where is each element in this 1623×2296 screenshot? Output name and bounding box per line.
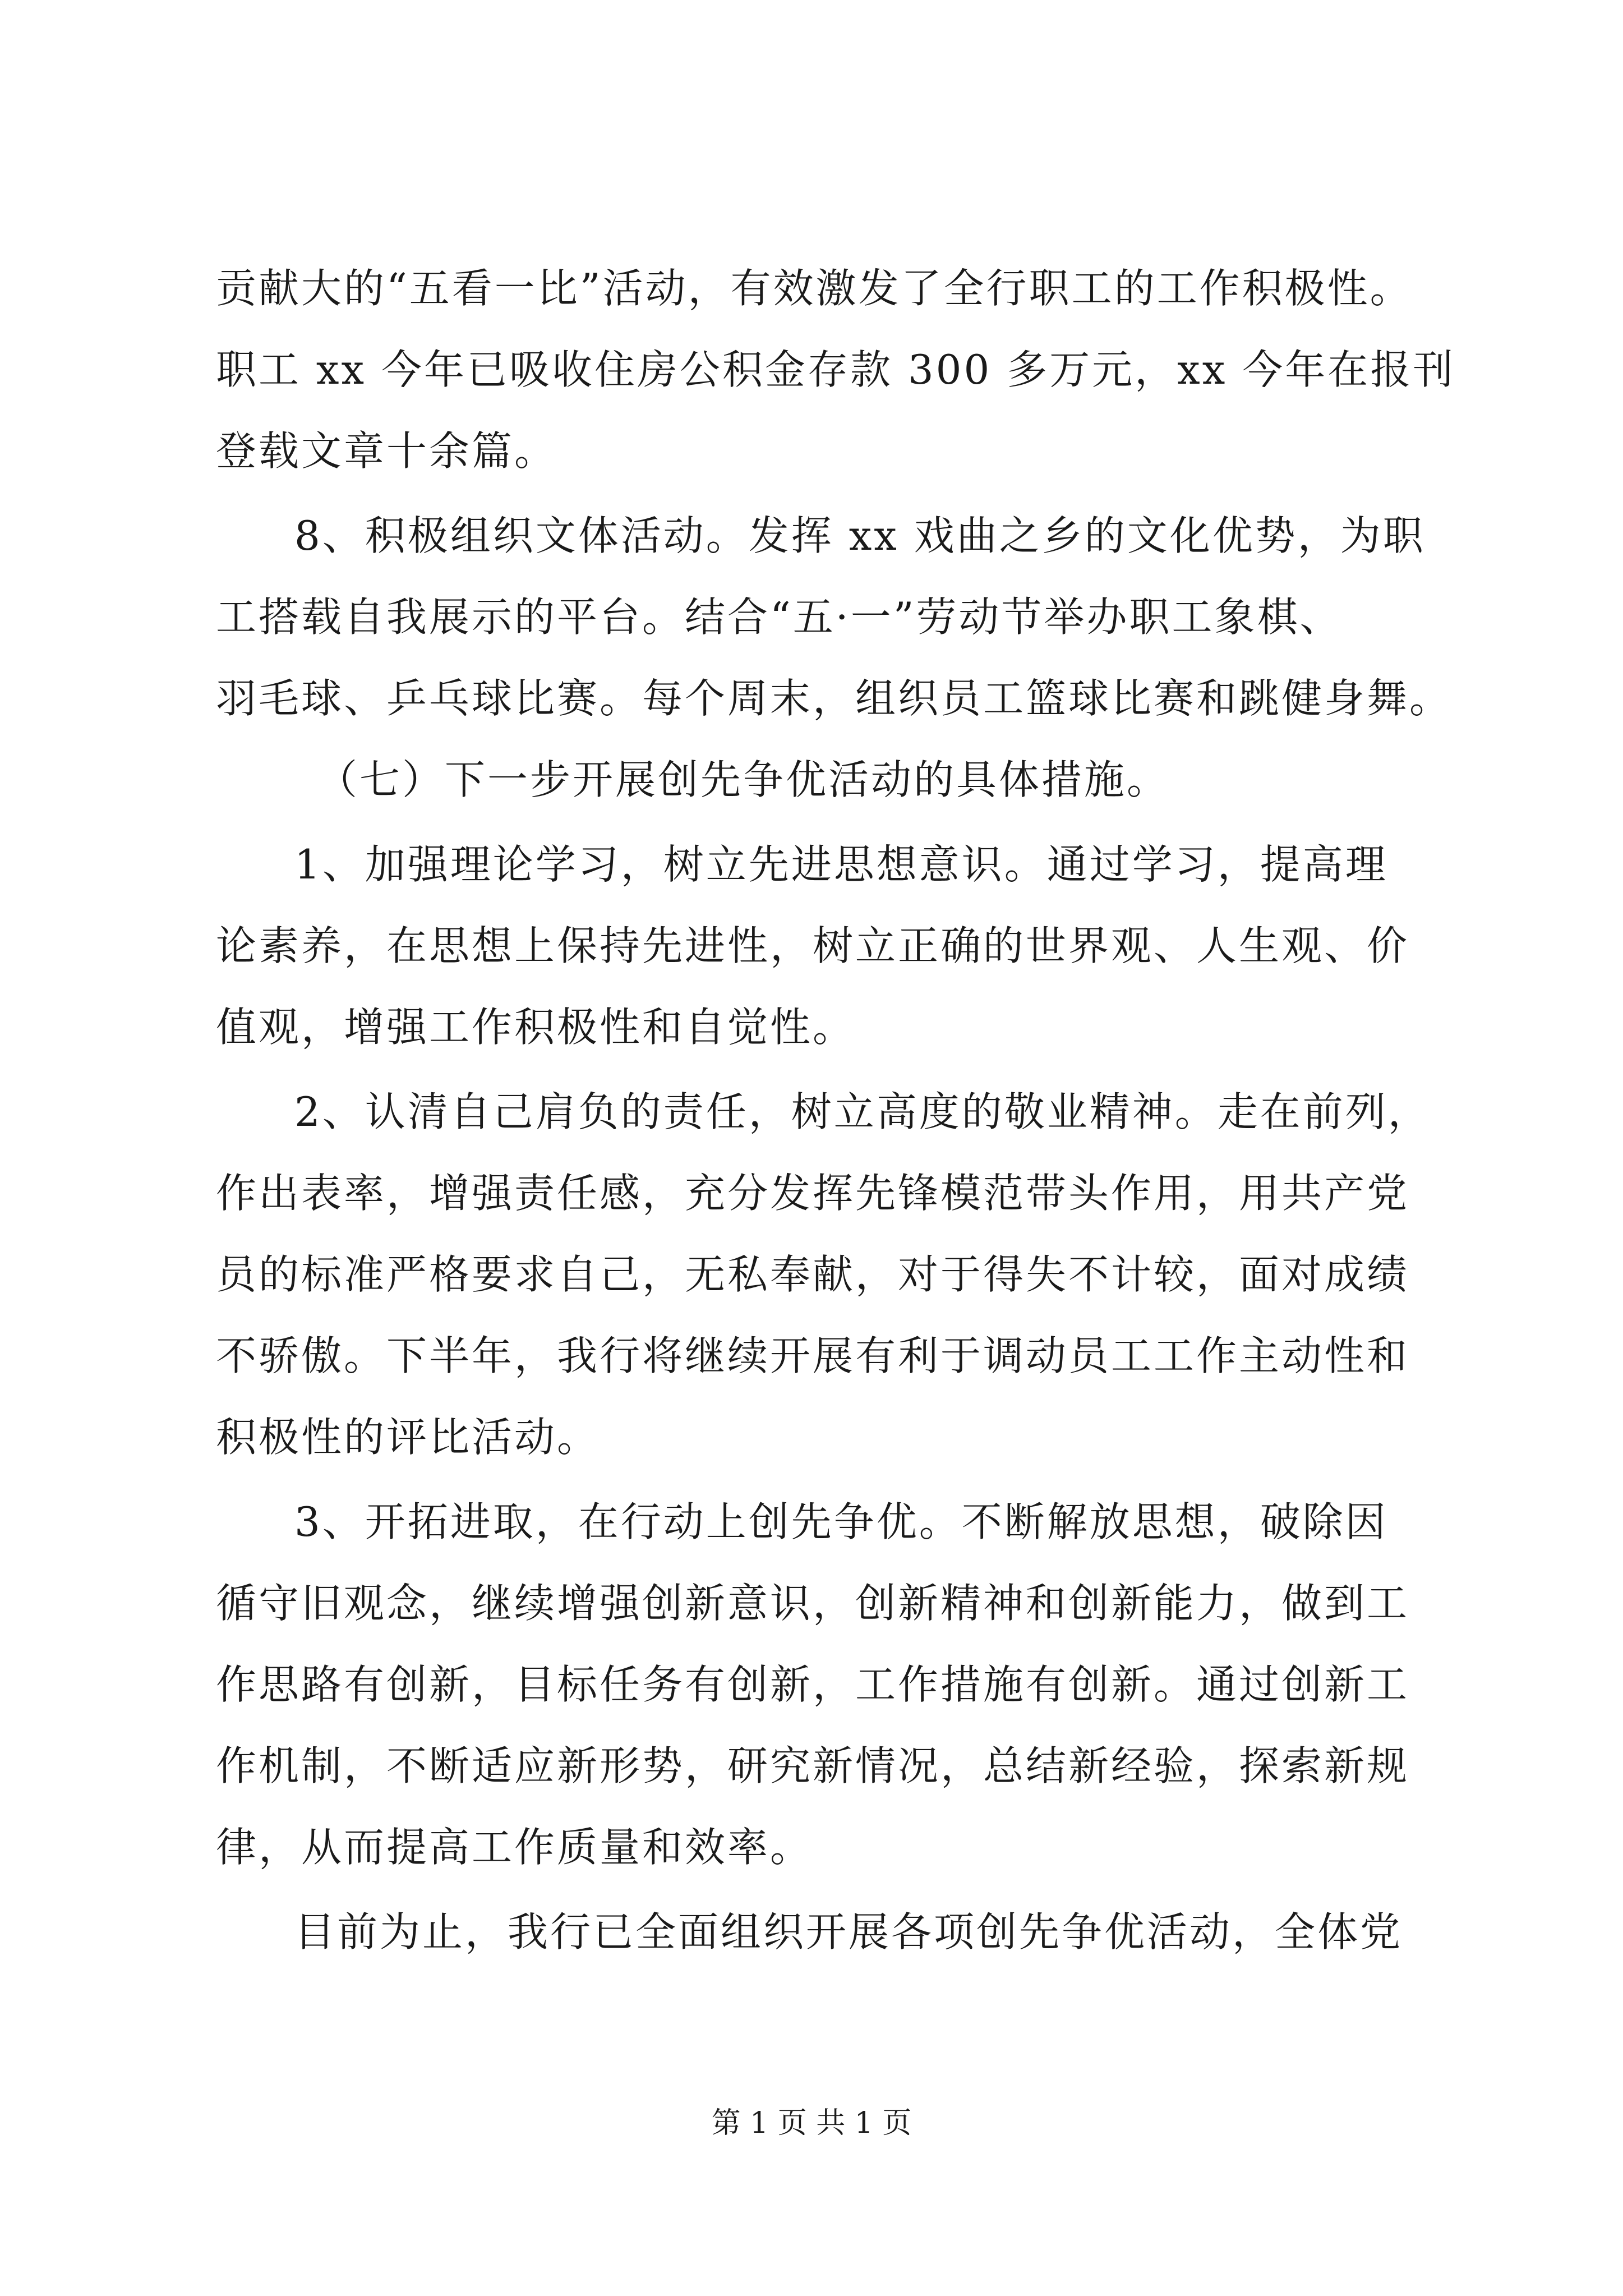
text-line: 值观，增强工作积极性和自觉性。 <box>216 1004 856 1051</box>
text-line: 贡献大的“五看一比”活动，有效激发了全行职工的工作积极性。 <box>216 265 1413 312</box>
text-line: 登载文章十余篇。 <box>216 427 557 475</box>
text-line: 工搭载自我展示的平台。结合“五·一”劳动节举办职工象棋、 <box>216 593 1343 641</box>
text-line: 论素养，在思想上保持先进性，树立正确的世界观、人生观、价 <box>216 922 1410 969</box>
text-line: 2、认清自己肩负的责任，树立高度的敬业精神。走在前列， <box>294 1088 1431 1135</box>
text-line: 1、加强理论学习，树立先进思想意识。通过学习，提高理 <box>294 841 1388 888</box>
text-line: 不骄傲。下半年，我行将继续开展有利于调动员工工作主动性和 <box>216 1332 1410 1379</box>
document-body <box>216 248 1456 1973</box>
text-line: 循守旧观念，继续增强创新意识，创新精神和创新能力，做到工 <box>216 1580 1410 1627</box>
text-line: 律，从而提高工作质量和效率。 <box>216 1824 813 1871</box>
text-line: 作机制，不断适应新形势，研究新情况，总结新经验，探索新规 <box>216 1742 1410 1789</box>
text-line: 羽毛球、乒乓球比赛。每个周末，组织员工篮球比赛和跳健身舞。 <box>216 675 1453 722</box>
text-line: 作思路有创新，目标任务有创新，工作措施有创新。通过创新工 <box>216 1661 1410 1708</box>
section-heading: （七）下一步开展创先争优活动的具体措施。 <box>317 756 1170 803</box>
text-line: 积极性的评比活动。 <box>216 1414 600 1461</box>
text-line: 员的标准严格要求自己，无私奉献，对于得失不计较，面对成绩 <box>216 1251 1410 1298</box>
text-line: 职工 xx 今年已吸收住房公积金存款 300 多万元，xx 今年在报刊 <box>216 346 1456 393</box>
text-line: 8、积极组织文体活动。发挥 xx 戏曲之乡的文化优势，为职 <box>294 512 1426 559</box>
text-line: 3、开拓进取，在行动上创先争优。不断解放思想，破除因 <box>294 1498 1388 1545</box>
text-line: 作出表率，增强责任感，充分发挥先锋模范带头作用，用共产党 <box>216 1170 1410 1217</box>
text-line: 目前为止，我行已全面组织开展各项创先争优活动，全体党 <box>294 1908 1403 1955</box>
page-footer: 第 1 页 共 1 页 <box>711 2106 912 2140</box>
